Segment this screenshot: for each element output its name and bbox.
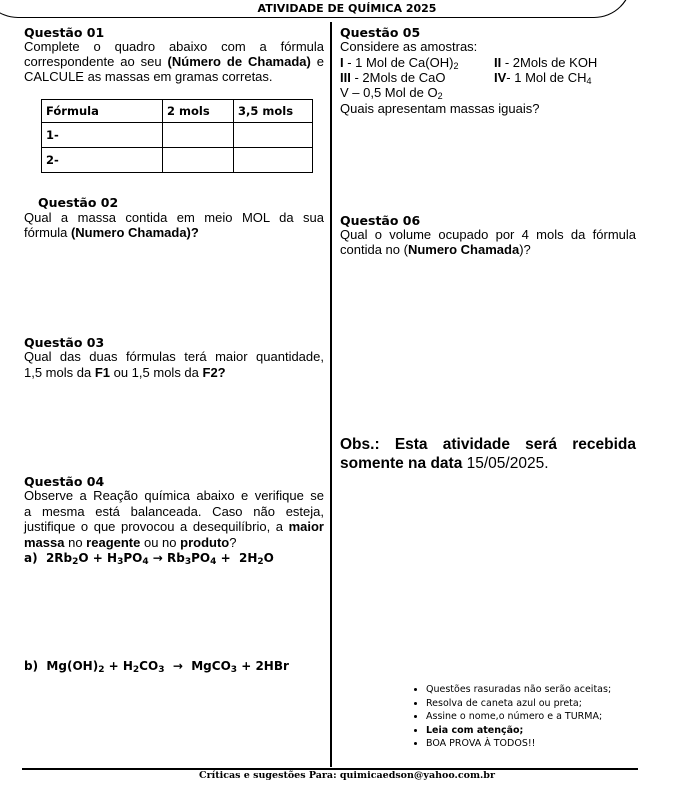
table-cell: 2- [42, 148, 163, 173]
q4-line3: justifique o que provocou a desequilíbrio, a maior [24, 519, 324, 534]
list-item: • Questões rasuradas não serão aceitas; [426, 683, 611, 697]
q2-title: Questão 02 [38, 195, 119, 210]
q1-title: Questão 01 [24, 25, 105, 40]
table-row [42, 148, 313, 173]
q5-intro: Considere as amostras: [340, 39, 478, 54]
table-cell [234, 148, 313, 173]
q5-item-v: V – 0,5 Mol de $O_2$ [340, 85, 443, 101]
equation-a: a) $2Rb_2O + H_3PO_4 \to Rb_3PO_4 + 2H_2O$ [24, 551, 274, 567]
notes-list [404, 683, 611, 751]
obs-line1: Obs.: Esta atividade será recebida [340, 436, 636, 453]
list-item: • Resolva de caneta azul ou preta; [426, 697, 611, 711]
q1-line1: Complete o quadro abaixo com a fórmula [24, 39, 324, 54]
q5-item-iv: IV- 1 Mol de $CH_4$ [494, 70, 592, 86]
list-item: • Assine o nome,o número e a TURMA; [426, 710, 611, 724]
table-cell [234, 123, 313, 148]
q5-question: Quais apresentam massas iguais? [340, 101, 540, 116]
q5-item-i: I - 1 Mol de $Ca(OH)_2$ [340, 55, 459, 71]
q6-line2: contida no (Numero Chamada)? [340, 242, 531, 257]
table-header: 3,5 mols [234, 100, 313, 123]
obs-line2: somente na data 15/05/2025. [340, 455, 549, 472]
table-cell [163, 123, 234, 148]
q4-line1: Observe a Reação química abaixo e verifique se [24, 488, 324, 503]
q1-line2: correspondente ao seu (Número de Chamada) e [24, 54, 324, 69]
q3-line1: Qual das duas fórmulas terá maior quantidade, [24, 349, 324, 364]
q1-line3: CALCULE as massas em gramas corretas. [24, 69, 273, 84]
page-title: ATIVIDADE DE QUÍMICA 2025 [257, 2, 437, 15]
q3-line2: 1,5 mols da F1 ou 1,5 mols da F2? [24, 365, 226, 380]
table-cell: 1- [42, 123, 163, 148]
q5-item-ii: II - 2Mols de KOH [494, 55, 598, 70]
q4-line2: a mesma está balanceada. Caso não esteja, [24, 504, 324, 519]
q1-table [41, 99, 313, 173]
q5-item-iii: III - 2Mols de CaO [340, 70, 446, 85]
q6-title: Questão 06 [340, 213, 421, 228]
table-header: Fórmula [42, 100, 163, 123]
footer-text: Críticas e sugestões Para: quimicaedson@yahoo.com.br [199, 770, 495, 781]
list-item: • BOA PROVA À TODOS!! [426, 737, 611, 751]
table-header: 2 mols [163, 100, 234, 123]
table-row [42, 123, 313, 148]
q3-title: Questão 03 [24, 335, 105, 350]
equation-b: b) $Mg(OH)_2 + H_2CO_3$ → MgCO$_3$ + 2HBr [24, 659, 289, 675]
q5-title: Questão 05 [340, 25, 421, 40]
column-divider [330, 22, 332, 767]
list-item: • Leia com atenção; [426, 724, 611, 738]
arrow: → [172, 659, 183, 673]
q4-line4: massa no reagente ou no produto? [24, 535, 237, 550]
q4-title: Questão 04 [24, 474, 105, 489]
table-header-row [42, 100, 313, 123]
q2-line1: Qual a massa contida em meio MOL da sua [24, 210, 324, 225]
q2-line2: fórmula (Numero Chamada)? [24, 225, 199, 240]
table-cell [163, 148, 234, 173]
q6-line1: Qual o volume ocupado por 4 mols da fórmula [340, 227, 636, 242]
